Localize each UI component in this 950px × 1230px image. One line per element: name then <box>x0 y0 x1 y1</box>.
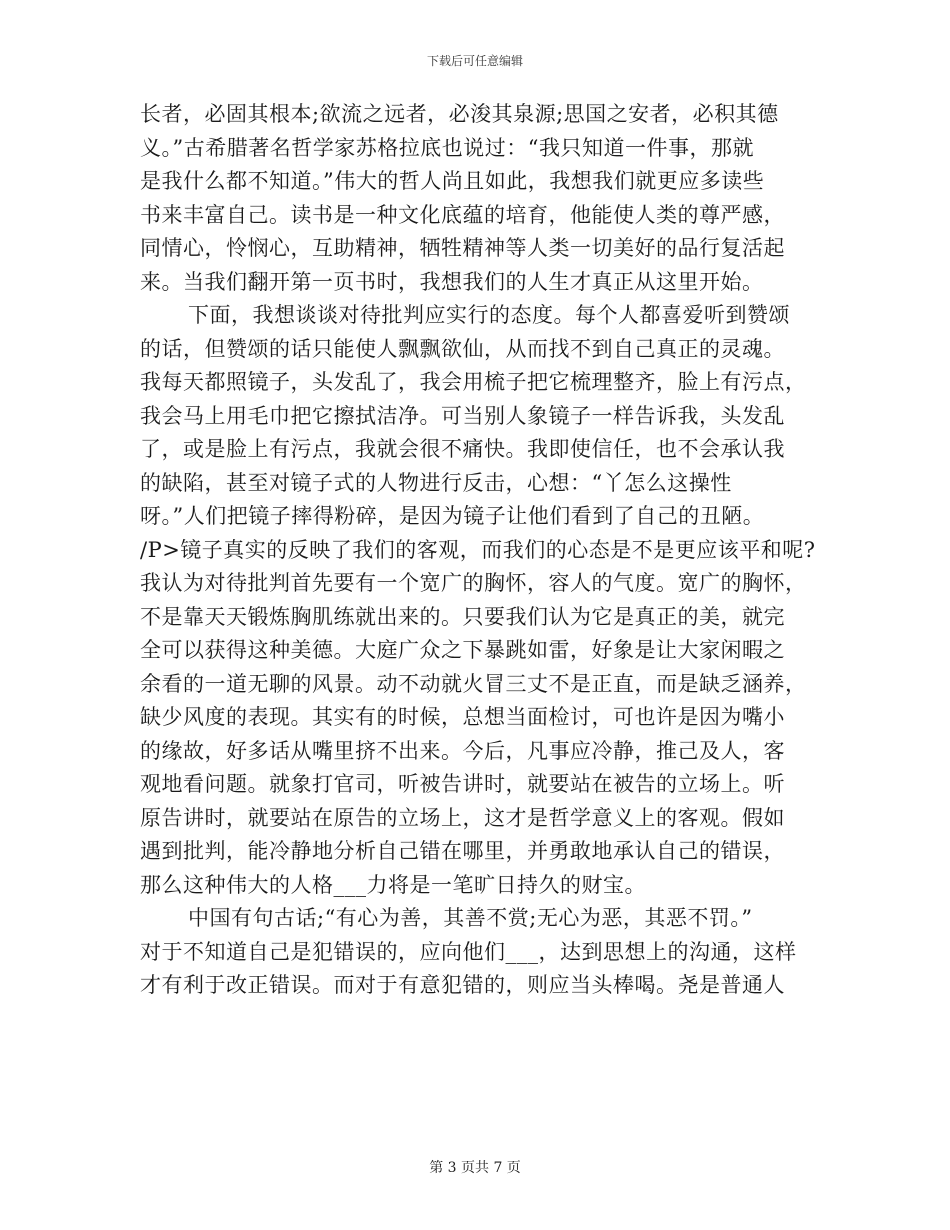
text-line: 遇到批判，能冷静地分析自己错在哪里，并勇敢地承认自己的错误， <box>140 839 785 863</box>
text-line: 我会马上用毛巾把它擦拭洁净。可当别人象镜子一样告诉我，头发乱 <box>140 403 785 428</box>
text-line: 观地看问题。就象打官司，听被告讲时，就要站在被告的立场上。听 <box>140 772 785 796</box>
text-line: 才有利于改正错误。而对于有意犯错的，则应当头棒喝。尧是普通人 <box>140 973 785 997</box>
text-line: 的缺陷，甚至对镜子式的人物进行反击，心想：“丫怎么这操性 <box>140 470 732 495</box>
text-line: 长者，必固其根本;欲流之远者，必浚其泉源;思国之安者，必积其德 <box>140 102 779 126</box>
text-line: 全可以获得这种美德。大庭广众之下暴跳如雷，好象是让大家闲暇之 <box>140 638 785 662</box>
text-line: 我每天都照镜子，头发乱了，我会用梳子把它梳理整齐，脸上有污点， <box>140 370 807 394</box>
text-line: 原告讲时，就要站在原告的立场上，这才是哲学意义上的客观。假如 <box>140 805 785 830</box>
text-line: 的缘故，好多话从嘴里挤不出来。今后，凡事应冷静，推己及人，客 <box>140 738 785 763</box>
page-footer: 第 3 页共 7 页 <box>429 1160 521 1176</box>
text-line: 来。当我们翻开第一页书时，我想我们的人生才真正从这里开始。 <box>140 269 764 294</box>
text-line: 不是靠天天锻炼胸肌练就出来的。只要我们认为它是真正的美，就完 <box>140 604 785 629</box>
text-line: 我认为对待批判首先要有一个宽广的胸怀，容人的气度。宽广的胸怀， <box>140 571 807 595</box>
text-line: 那么这种伟大的人格___力将是一笔旷日持久的财宝。 <box>140 872 646 897</box>
text-line: 书来丰富自己。读书是一种文化底蕴的培育，他能使人类的尊严感， <box>140 202 785 227</box>
page-header: 下载后可任意编辑 <box>426 54 523 68</box>
text-line: 同情心，怜悯心，互助精神，牺牲精神等人类一切美好的品行复活起 <box>140 236 785 260</box>
text-line: 义。”古希腊著名哲学家苏格拉底也说过：“我只知道一件事，那就 <box>140 135 754 160</box>
text-line: 缺少风度的表现。其实有的时候，总想当面检讨，可也许是因为嘴小 <box>140 705 785 729</box>
text-line: /P>镜子真实的反映了我们的客观，而我们的心态是不是更应该平和呢? <box>140 537 816 562</box>
text-line: 了，或是脸上有污点，我就会很不痛快。我即使信任，也不会承认我 <box>140 437 785 461</box>
text-line: 呀。”人们把镜子摔得粉碎，是因为镜子让他们看到了自己的丑陋。 <box>140 504 765 528</box>
text-line: 是我什么都不知道。”伟大的哲人尚且如此，我想我们就更应多读些 <box>140 169 765 193</box>
text-line: 的话，但赞颂的话只能使人飘飘欲仙，从而找不到自己真正的灵魂。 <box>140 336 785 361</box>
text-line: 对于不知道自己是犯错误的，应向他们___，达到思想上的沟通，这样 <box>140 939 797 964</box>
paragraph-start-line: 下面，我想谈谈对待批判应实行的态度。每个人都喜爱听到赞颂 <box>188 303 790 327</box>
paragraph-start-line: 中国有句古话;“有心为善，其善不赏;无心为恶，其恶不罚。” <box>188 906 753 930</box>
text-line: 余看的一道无聊的风景。动不动就火冒三丈不是正直，而是缺乏涵养， <box>140 671 807 696</box>
document-body <box>140 98 820 1003</box>
